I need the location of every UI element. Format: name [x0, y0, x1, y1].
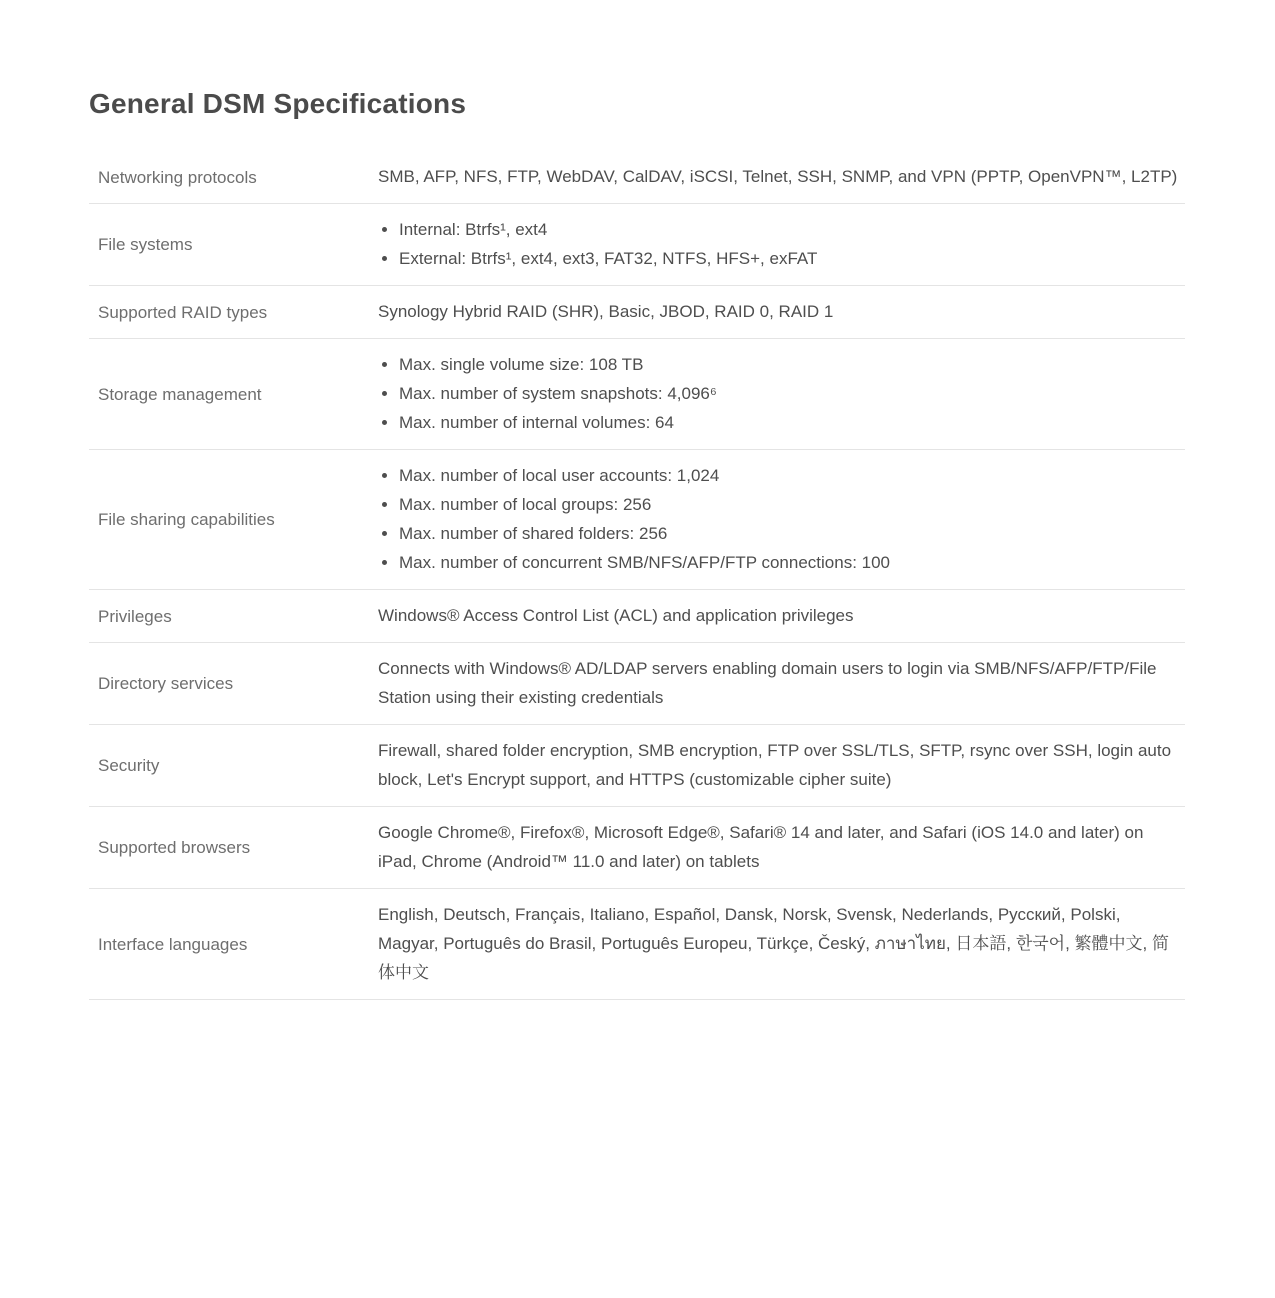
spec-content	[89, 0, 1185, 1000]
spec-value	[378, 725, 1185, 806]
spec-row	[89, 889, 1185, 1000]
spec-bullet-item: Max. single volume size: 108 TB	[378, 350, 1185, 379]
spec-label: Interface languages	[98, 934, 248, 954]
spec-row	[89, 807, 1185, 889]
spec-value	[378, 339, 1185, 449]
spec-row	[89, 450, 1185, 590]
page-title: General DSM Specifications	[89, 88, 467, 119]
spec-row	[89, 339, 1185, 450]
spec-value	[378, 450, 1185, 589]
spec-value	[378, 204, 1185, 285]
spec-value	[378, 889, 1185, 999]
spec-bullet-item: External: Btrfs¹, ext4, ext3, FAT32, NTFS, HFS+, exFAT	[378, 244, 1185, 273]
spec-bullet-list	[378, 350, 1185, 437]
spec-label: Supported RAID types	[98, 302, 268, 322]
spec-label: Security	[98, 756, 160, 775]
spec-value-text: English, Deutsch, Français, Italiano, Español, Dansk, Norsk, Svensk, Nederlands, Русский, Polski, Magyar, Português do Brasil, Português Europeu, Türkçe, Český, ภาษาไทย, 日本語, 한국어, 繁體中文, 简体中文	[378, 905, 1169, 982]
spec-label: Networking protocols	[98, 167, 257, 187]
spec-value	[378, 807, 1185, 888]
spec-bullet-item: Max. number of system snapshots: 4,096⁶	[378, 379, 1185, 408]
spec-value-text: Windows® Access Control List (ACL) and application privileges	[378, 606, 854, 625]
spec-table	[89, 151, 1185, 1000]
spec-bullet-list	[378, 461, 1185, 577]
spec-row	[89, 643, 1185, 725]
spec-bullet-item: Max. number of internal volumes: 64	[378, 408, 1185, 437]
spec-bullet-item: Max. number of shared folders: 256	[378, 519, 1185, 548]
spec-value-text: SMB, AFP, NFS, FTP, WebDAV, CalDAV, iSCSI, Telnet, SSH, SNMP, and VPN (PPTP, OpenVPN™, L2TP)	[378, 167, 1178, 186]
spec-label: Privileges	[98, 606, 172, 626]
spec-row	[89, 204, 1185, 286]
spec-label: File systems	[98, 235, 193, 254]
spec-row	[89, 590, 1185, 643]
spec-row	[89, 286, 1185, 339]
spec-bullet-list	[378, 215, 1185, 273]
spec-bullet-item: Internal: Btrfs¹, ext4	[378, 215, 1185, 244]
spec-value	[378, 151, 1185, 203]
spec-value-text: Firewall, shared folder encryption, SMB encryption, FTP over SSL/TLS, SFTP, rsync over SSH, login auto block, Let's Encrypt support, and HTTPS (customizable cipher suite)	[378, 741, 1172, 789]
spec-label: Storage management	[98, 384, 262, 404]
spec-row	[89, 151, 1185, 204]
spec-value-text: Connects with Windows® AD/LDAP servers enabling domain users to login via SMB/NFS/AFP/FTP/File Station using their existing credentials	[378, 659, 1157, 707]
spec-value-text: Synology Hybrid RAID (SHR), Basic, JBOD, RAID 0, RAID 1	[378, 302, 834, 321]
spec-value-text: Google Chrome®, Firefox®, Microsoft Edge®, Safari® 14 and later, and Safari (iOS 14.0 and later) on iPad, Chrome (Android™ 11.0 and later) on tablets	[378, 823, 1144, 871]
spec-label: Supported browsers	[98, 838, 251, 857]
spec-value	[378, 643, 1185, 724]
spec-value	[378, 286, 1185, 338]
spec-value	[378, 590, 1185, 642]
spec-label: Directory services	[98, 674, 234, 693]
spec-row	[89, 725, 1185, 807]
spec-bullet-item: Max. number of local groups: 256	[378, 490, 1185, 519]
spec-label: File sharing capabilities	[98, 510, 275, 529]
spec-bullet-item: Max. number of concurrent SMB/NFS/AFP/FTP connections: 100	[378, 548, 1185, 577]
spec-bullet-item: Max. number of local user accounts: 1,024	[378, 461, 1185, 490]
